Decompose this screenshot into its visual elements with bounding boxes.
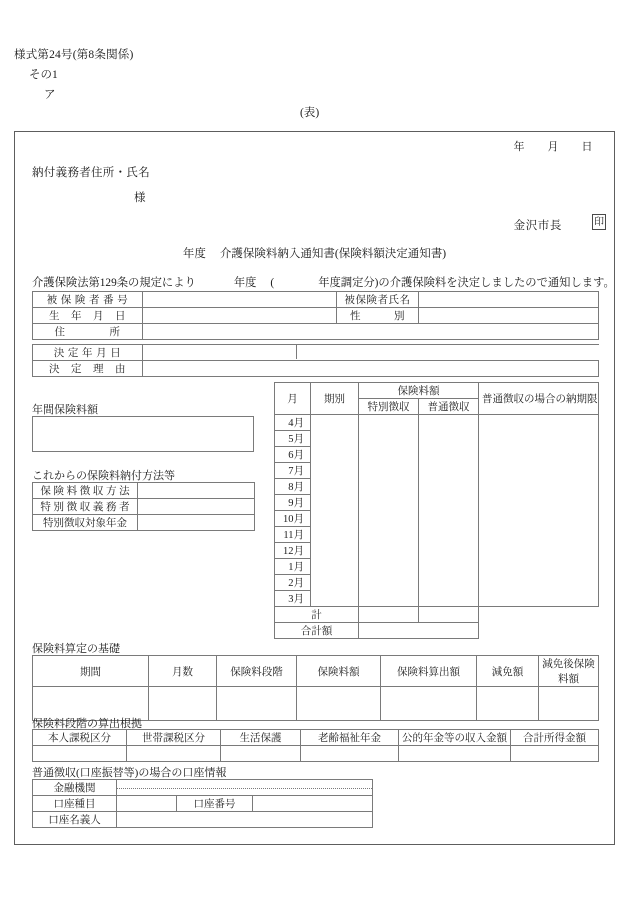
financial-institution-label: 金融機関	[33, 780, 117, 796]
gender-value[interactable]	[419, 308, 599, 324]
issuer-label: 金沢市長	[513, 220, 562, 232]
account-type-value[interactable]	[117, 796, 177, 812]
special-collection-column-cell[interactable]	[359, 415, 419, 607]
notice-frame	[14, 131, 615, 845]
table-row	[33, 361, 599, 377]
address-value[interactable]	[143, 324, 599, 340]
account-holder-value[interactable]	[117, 812, 373, 828]
birthdate-value[interactable]	[143, 308, 337, 324]
basis-header-premium: 保険料額	[297, 656, 381, 687]
basis-header-calculated: 保険料算出額	[381, 656, 477, 687]
table-row	[275, 415, 599, 431]
issue-date-line	[502, 138, 604, 154]
insured-person-table	[32, 291, 599, 340]
basis-value-after-reduction[interactable]	[539, 687, 599, 721]
stage-header-total-income: 合計所得金額	[511, 730, 599, 746]
stage-section-label: 保険料段階の算出根拠	[32, 718, 142, 730]
table-row	[33, 308, 599, 324]
basis-header-period: 期間	[33, 656, 149, 687]
month-cell: 8月	[275, 479, 311, 495]
basis-value-calculated[interactable]	[381, 687, 477, 721]
bank-account-table	[32, 779, 373, 828]
subtotal-row	[275, 607, 599, 623]
insured-number-value[interactable]	[143, 292, 337, 308]
table-row	[33, 499, 255, 515]
account-type-label: 口座種目	[33, 796, 117, 812]
basis-section-label: 保険料算定の基礎	[32, 643, 120, 655]
table-row	[33, 746, 599, 762]
target-pension-label: 特別徴収対象年金	[33, 515, 138, 531]
basis-value-premium[interactable]	[297, 687, 381, 721]
insured-name-value[interactable]	[419, 292, 599, 308]
form-number: 様式第24号(第8条関係)	[14, 49, 134, 61]
account-holder-label: 口座名義人	[33, 812, 117, 828]
document-title-prefix: 年度	[182, 248, 206, 260]
collection-method-value[interactable]	[138, 483, 255, 499]
payer-address-name-label: 納付義務者住所・氏名	[32, 167, 150, 179]
total-row	[275, 623, 599, 639]
month-cell: 1月	[275, 559, 311, 575]
gender-label: 性 別	[337, 308, 419, 324]
stage-header-pension-income: 公的年金等の収入金額	[399, 730, 511, 746]
header-premium-group: 保険料額	[359, 383, 479, 399]
header-period: 期別	[311, 383, 359, 415]
subtotal-ordinary-value[interactable]	[419, 607, 479, 623]
ordinary-collection-column-cell[interactable]	[419, 415, 479, 607]
total-value[interactable]	[359, 623, 479, 639]
document-title	[15, 245, 614, 261]
dotted-divider	[117, 788, 372, 789]
payment-method-section-label: これからの保険料納付方法等	[32, 470, 175, 482]
target-pension-value[interactable]	[138, 515, 255, 531]
table-row	[33, 780, 373, 796]
stage-value-old-age-pension[interactable]	[301, 746, 399, 762]
decision-reason-label: 決 定 理 由	[33, 361, 143, 377]
table-row	[33, 345, 599, 361]
bank-section-label: 普通徴収(口座振替等)の場合の口座情報	[32, 767, 227, 779]
stage-header-household-tax: 世帯課税区分	[127, 730, 221, 746]
account-number-label: 口座番号	[177, 796, 253, 812]
stage-basis-table	[32, 729, 599, 762]
date-day-label: 日	[581, 141, 593, 153]
payment-method-table	[32, 482, 255, 531]
total-label: 合計額	[275, 623, 359, 639]
month-cell: 6月	[275, 447, 311, 463]
subtotal-label: 計	[275, 607, 359, 623]
month-cell: 11月	[275, 527, 311, 543]
form-side-mark: (表)	[300, 107, 320, 119]
basis-value-reduction[interactable]	[477, 687, 539, 721]
date-year-label: 年	[513, 141, 525, 153]
month-cell: 12月	[275, 543, 311, 559]
birthdate-label: 生 年 月 日	[33, 308, 143, 324]
date-month-label: 月	[547, 141, 559, 153]
premium-basis-table	[32, 655, 599, 721]
stage-header-welfare: 生活保護	[221, 730, 301, 746]
address-label: 住 所	[33, 324, 143, 340]
insured-name-label: 被保険者氏名	[337, 292, 419, 308]
form-item-mark: ア	[44, 89, 56, 101]
period-column-cell[interactable]	[311, 415, 359, 607]
honorific-label: 様	[134, 192, 146, 204]
table-header-row	[33, 656, 599, 687]
seal-icon: 印	[592, 214, 606, 230]
month-cell: 10月	[275, 511, 311, 527]
decision-date-label: 決 定 年 月 日	[33, 345, 143, 361]
table-row	[33, 515, 255, 531]
notice-part-3: (	[270, 277, 275, 289]
decision-date-inner	[143, 345, 297, 359]
special-collector-value[interactable]	[138, 499, 255, 515]
month-cell: 2月	[275, 575, 311, 591]
month-cell: 5月	[275, 431, 311, 447]
annual-premium-value[interactable]	[32, 416, 254, 452]
header-month: 月	[275, 383, 311, 415]
stage-value-household-tax[interactable]	[127, 746, 221, 762]
table-header-row	[33, 730, 599, 746]
form-sub-number: その1	[29, 69, 58, 81]
month-cell: 4月	[275, 415, 311, 431]
basis-header-reduction: 減免額	[477, 656, 539, 687]
basis-header-after-reduction: 減免後保険料額	[539, 656, 599, 687]
collection-method-label: 保 険 料 徴 収 方 法	[33, 483, 138, 499]
account-number-value[interactable]	[253, 796, 373, 812]
insured-number-label: 被 保 険 者 番 号	[33, 292, 143, 308]
table-row	[33, 292, 599, 308]
decision-reason-value[interactable]	[143, 361, 599, 377]
basis-value-months[interactable]	[149, 687, 217, 721]
decision-table	[32, 344, 599, 377]
table-row	[33, 483, 255, 499]
monthly-premium-table	[274, 382, 599, 639]
month-cell: 9月	[275, 495, 311, 511]
table-row	[33, 796, 373, 812]
document-title-main: 介護保険料納入通知書(保険料額決定通知書)	[219, 248, 447, 260]
table-row	[33, 324, 599, 340]
basis-header-months: 月数	[149, 656, 217, 687]
annual-premium-label: 年間保険料額	[32, 404, 98, 416]
notice-part-1: 介護保険法第129条の規定により	[32, 277, 196, 289]
stage-header-self-tax: 本人課税区分	[33, 730, 127, 746]
header-special-collection: 特別徴収	[359, 399, 419, 415]
decision-date-value[interactable]	[143, 345, 599, 361]
month-cell: 7月	[275, 463, 311, 479]
notice-sentence	[32, 274, 615, 290]
stage-value-welfare[interactable]	[221, 746, 301, 762]
table-header-row	[275, 383, 599, 399]
stage-value-total-income[interactable]	[511, 746, 599, 762]
financial-institution-value[interactable]	[117, 780, 373, 796]
subtotal-special-value[interactable]	[359, 607, 419, 623]
table-row	[33, 812, 373, 828]
stage-header-old-age-pension: 老齢福祉年金	[301, 730, 399, 746]
due-date-column-cell[interactable]	[479, 415, 599, 607]
stage-value-pension-income[interactable]	[399, 746, 511, 762]
basis-header-stage: 保険料段階	[217, 656, 297, 687]
special-collector-label: 特 別 徴 収 義 務 者	[33, 499, 138, 515]
basis-value-stage[interactable]	[217, 687, 297, 721]
notice-part-2: 年度	[233, 277, 257, 289]
stage-value-self-tax[interactable]	[33, 746, 127, 762]
header-ordinary-collection: 普通徴収	[419, 399, 479, 415]
header-due-date: 普通徴収の場合の納期限	[479, 383, 599, 415]
notice-part-4: 年度調定分)の介護保険料を決定しましたので通知します。	[318, 277, 615, 289]
month-cell: 3月	[275, 591, 311, 607]
